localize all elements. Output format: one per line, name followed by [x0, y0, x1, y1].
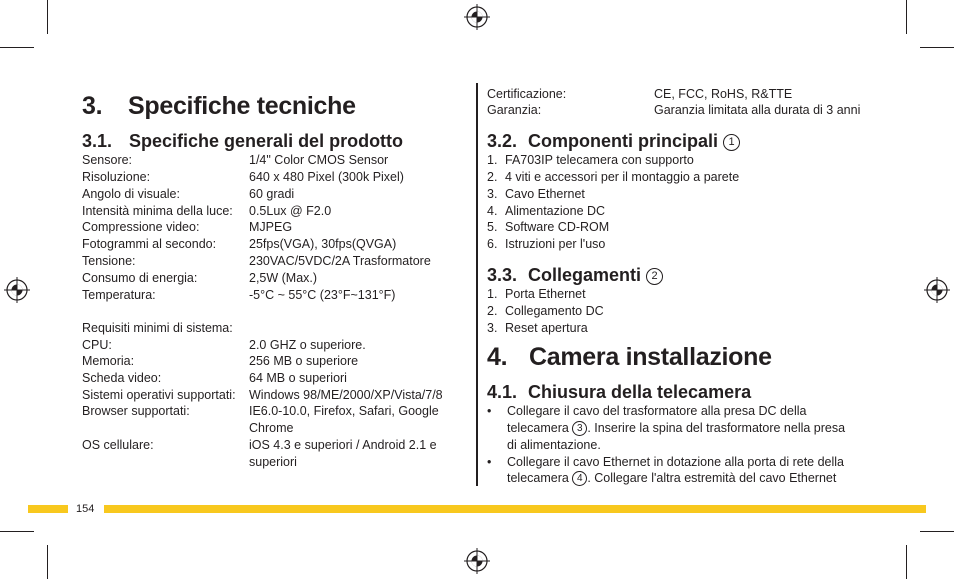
registration-mark-icon — [924, 277, 950, 303]
bullet-text: di alimentazione. — [507, 438, 601, 452]
crop-mark — [906, 0, 907, 34]
spec-value-continued: superiori — [249, 455, 297, 469]
crop-mark — [906, 545, 907, 579]
list-number: 3. — [487, 187, 498, 201]
spec-label: Memoria: — [82, 354, 135, 368]
registration-mark-icon — [4, 277, 30, 303]
list-item: 4 viti e accessori per il montaggio a parete — [505, 170, 740, 184]
section-number: 4.1. — [487, 382, 518, 402]
bullet-text — [507, 470, 836, 487]
spec-value: Windows 98/ME/2000/XP/Vista/7/8 — [249, 388, 443, 402]
spec-value: Garanzia limitata alla durata di 3 anni — [654, 103, 861, 117]
spec-label: Scheda video: — [82, 371, 162, 385]
section-number: 3. — [82, 92, 103, 120]
spec-label: Temperatura: — [82, 288, 156, 302]
spec-value: 230VAC/5VDC/2A Trasformatore — [249, 254, 431, 268]
spec-label: Sistemi operativi supportati: — [82, 388, 236, 402]
callout-number: 4 — [572, 471, 587, 486]
bullet-text-part: telecamera — [507, 471, 573, 485]
crop-mark — [47, 545, 48, 579]
spec-value: IE6.0-10.0, Firefox, Safari, Google — [249, 404, 439, 418]
spec-value: 1/4" Color CMOS Sensor — [249, 153, 389, 167]
callout-number: 1 — [723, 134, 740, 151]
bullet-text-part: . Collegare l'altra estremità del cavo Ethernet — [587, 471, 837, 485]
list-number: 1. — [487, 287, 498, 301]
crop-mark — [0, 47, 34, 48]
spec-label: CPU: — [82, 338, 112, 352]
list-number: 5. — [487, 220, 498, 234]
spec-value: 256 MB o superiore — [249, 354, 359, 368]
section-title: Collegamenti — [528, 265, 642, 285]
list-item: Software CD-ROM — [505, 220, 610, 234]
bullet-icon: • — [487, 455, 492, 469]
list-number: 2. — [487, 170, 498, 184]
spec-label: OS cellulare: — [82, 438, 154, 452]
list-item: Cavo Ethernet — [505, 187, 585, 201]
bullet-text-part: . Inserire la spina del trasformatore nella presa — [587, 421, 846, 435]
footer-bar-left — [28, 505, 68, 513]
spec-value: MJPEG — [249, 220, 293, 234]
list-item: Reset apertura — [505, 321, 588, 335]
spec-label: Risoluzione: — [82, 170, 151, 184]
spec-value: 64 MB o superiori — [249, 371, 347, 385]
list-number: 2. — [487, 304, 498, 318]
spec-label: Consumo di energia: — [82, 271, 198, 285]
bullet-icon: • — [487, 404, 492, 418]
section-title: Specifiche generali del prodotto — [129, 131, 404, 151]
section-3-3-heading — [487, 265, 663, 286]
bullet-text-part: telecamera — [507, 421, 573, 435]
bullet-text — [507, 420, 845, 437]
registration-mark-icon — [464, 4, 490, 30]
spec-value-continued: Chrome — [249, 421, 294, 435]
section-title: Componenti principali — [528, 131, 719, 151]
spec-value: 60 gradi — [249, 187, 295, 201]
registration-mark-icon — [464, 548, 490, 574]
spec-value: 0.5Lux @ F2.0 — [249, 204, 332, 218]
spec-value: -5°C ~ 55°C (23°F~131°F) — [249, 288, 396, 302]
spec-value: 2.0 GHZ o superiore. — [249, 338, 366, 352]
bullet-text: Collegare il cavo del trasformatore alla presa DC della — [507, 404, 807, 418]
list-item: Istruzioni per l'uso — [505, 237, 606, 251]
spec-value: 2,5W (Max.) — [249, 271, 318, 285]
section-3-2-heading — [487, 131, 740, 152]
list-item: Collegamento DC — [505, 304, 604, 318]
section-number: 3.3. — [487, 265, 518, 285]
crop-mark — [47, 0, 48, 34]
spec-label: Intensità minima della luce: — [82, 204, 233, 218]
section-title: Specifiche tecniche — [128, 92, 356, 120]
crop-mark — [920, 47, 954, 48]
footer-bar-right — [104, 505, 926, 513]
list-number: 4. — [487, 204, 498, 218]
spec-value: 25fps(VGA), 30fps(QVGA) — [249, 237, 397, 251]
spec-label: Garanzia: — [487, 103, 542, 117]
section-title: Camera installazione — [529, 343, 772, 371]
list-number: 3. — [487, 321, 498, 335]
spec-value: iOS 4.3 e superiori / Android 2.1 e — [249, 438, 437, 452]
list-item: Porta Ethernet — [505, 287, 586, 301]
spec-label: Tensione: — [82, 254, 136, 268]
callout-number: 2 — [646, 268, 663, 285]
section-3-heading — [82, 92, 356, 121]
section-number: 3.1. — [82, 131, 113, 151]
section-title: Chiusura della telecamera — [528, 382, 752, 402]
spec-label: Angolo di visuale: — [82, 187, 180, 201]
crop-mark — [0, 531, 34, 532]
page-number: 154 — [76, 503, 95, 515]
bullet-text: Collegare il cavo Ethernet in dotazione alla porta di rete della — [507, 455, 845, 469]
spec-value: 640 x 480 Pixel (300k Pixel) — [249, 170, 404, 184]
section-4-1-heading — [487, 382, 751, 403]
section-number: 4. — [487, 343, 508, 371]
section-4-heading — [487, 343, 772, 372]
spec-label: Certificazione: — [487, 87, 567, 101]
requirements-heading: Requisiti minimi di sistema: — [82, 321, 233, 335]
list-number: 1. — [487, 153, 498, 167]
spec-label: Fotogrammi al secondo: — [82, 237, 217, 251]
column-divider — [476, 83, 478, 486]
section-3-1-heading — [82, 131, 403, 152]
section-number: 3.2. — [487, 131, 518, 151]
list-number: 6. — [487, 237, 498, 251]
spec-label: Sensore: — [82, 153, 133, 167]
list-item: Alimentazione DC — [505, 204, 606, 218]
spec-label: Compressione video: — [82, 220, 200, 234]
list-item: FA703IP telecamera con supporto — [505, 153, 694, 167]
spec-label: Browser supportati: — [82, 404, 190, 418]
callout-number: 3 — [572, 421, 587, 436]
spec-value: CE, FCC, RoHS, R&TTE — [654, 87, 793, 101]
crop-mark — [920, 531, 954, 532]
